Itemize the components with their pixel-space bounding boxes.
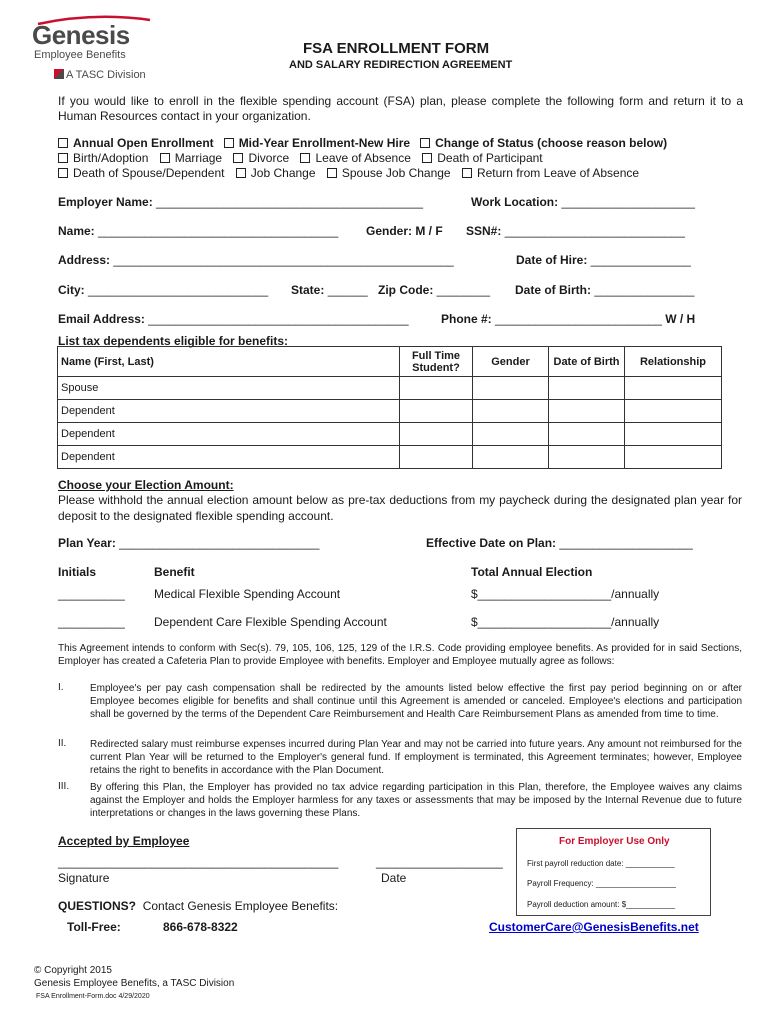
logo-division: A TASC Division <box>54 69 146 81</box>
logo-brand: Genesis <box>32 20 130 50</box>
checkbox-leave[interactable]: Leave of Absence <box>300 151 410 165</box>
col-name: Name (First, Last) <box>58 347 400 377</box>
signature-label: Signature <box>58 871 110 885</box>
initials-dependent-care[interactable]: __________ <box>58 615 125 629</box>
questions-line: QUESTIONS? Contact Genesis Employee Benefits: <box>58 899 339 913</box>
city-field[interactable]: City: ___________________________ <box>58 283 269 297</box>
checkbox-change-status[interactable]: Change of Status (choose reason below) <box>420 136 667 150</box>
state-field[interactable]: State: ______ <box>291 283 368 297</box>
checkbox-birth[interactable]: Birth/Adoption <box>58 151 148 165</box>
col-benefit: Benefit <box>154 565 195 579</box>
address-field[interactable]: Address: ___________________________________________________ <box>58 253 454 267</box>
checkbox-job-change[interactable]: Job Change <box>236 166 316 180</box>
agreement-item-3: By offering this Plan, the Employer has provided no tax advice regarding participation in this Plan, therefore, the Employee waives any claims against the Employer and holds the Employer harmless for any taxes or assessments that may be imposed by the Internal Revenue due to future interpretations or changes in the laws governing these Plans. <box>90 782 742 819</box>
agreement-num-1: I. <box>58 682 64 693</box>
election-heading: Choose your Election Amount: <box>58 478 234 492</box>
row-label: Spouse <box>58 377 400 400</box>
agreement-item-1: Employee's per pay cash compensation shall be redirected by the amounts listed below effective the first pay period beginning on or after Employee becomes eligible for benefits and shall continue until this Agreement is amended or canceled. Employee's elections and participation shall be governed by the terms of the Dependent Care Reimbursement and Health Care Reimbursement Plans as amended from time to time. <box>90 683 742 720</box>
amount-dependent-care[interactable]: $____________________/annually <box>471 615 660 629</box>
document-id: FSA Enrollment-Form.doc 4/29/2020 <box>36 993 150 1000</box>
row-label: Dependent <box>58 446 400 469</box>
benefit-dependent-care: Dependent Care Flexible Spending Account <box>154 615 387 629</box>
gender-field[interactable]: Gender: M / F <box>366 224 443 238</box>
tollfree-label: Toll-Free: <box>67 920 121 934</box>
intro-text: If you would like to enroll in the flexible spending account (FSA) plan, please complete the following form and return it to a Human Resources contact in your organization. <box>58 94 743 123</box>
support-email-link[interactable]: CustomerCare@GenesisBenefits.net <box>489 920 699 934</box>
agreement-intro: This Agreement intends to conform with Sec(s). 79, 105, 106, 125, 129 of the I.R.S. Code providing employee benefits. As provided for in said Sections, Employer has created a Cafeteria Plan to provide Employee with benefits. Employer and Employee mutually agree as follows: <box>58 643 742 667</box>
form-subtitle: AND SALARY REDIRECTION AGREEMENT <box>289 59 513 71</box>
dependents-header-row <box>58 347 722 377</box>
hire-date-field[interactable]: Date of Hire: _______________ <box>516 253 691 267</box>
signature-line[interactable]: __________________________________________ <box>58 855 339 869</box>
benefit-medical: Medical Flexible Spending Account <box>154 587 341 601</box>
effective-date-field[interactable]: Effective Date on Plan: ____________________ <box>426 536 693 550</box>
employer-use-box <box>516 828 711 916</box>
dependents-table <box>57 346 722 469</box>
agreement-num-2: II. <box>58 738 67 749</box>
enrollment-type-row <box>58 136 667 150</box>
payroll-frequency-field[interactable]: Payroll Frequency: __________________ <box>527 879 677 888</box>
email-field[interactable]: Email Address: _______________________________________ <box>58 312 409 326</box>
table-row[interactable] <box>58 423 722 446</box>
row-label: Dependent <box>58 400 400 423</box>
col-dob: Date of Birth <box>549 347 625 377</box>
work-location-field[interactable]: Work Location: ____________________ <box>471 195 695 209</box>
accepted-heading: Accepted by Employee <box>58 834 190 848</box>
first-payroll-field[interactable]: First payroll reduction date: ___________ <box>527 859 675 868</box>
tasc-icon <box>54 69 64 79</box>
col-initials: Initials <box>58 565 97 579</box>
phone-field[interactable]: Phone #: _________________________ W / H <box>441 312 696 326</box>
checkbox-spouse-job-change[interactable]: Spouse Job Change <box>327 166 451 180</box>
zip-field[interactable]: Zip Code: ________ <box>378 283 491 297</box>
date-line[interactable]: ___________________ <box>376 855 503 869</box>
plan-year-field[interactable]: Plan Year: ______________________________ <box>58 536 320 550</box>
copyright: © Copyright 2015 <box>34 965 112 976</box>
row-label: Dependent <box>58 423 400 446</box>
checkbox-death-spouse[interactable]: Death of Spouse/Dependent <box>58 166 224 180</box>
dob-field[interactable]: Date of Birth: _______________ <box>515 283 695 297</box>
checkbox-marriage[interactable]: Marriage <box>160 151 222 165</box>
agreement-item-2: Redirected salary must reimburse expenses incurred during Plan Year and may not be carried into future years. Any amount not reimbursed for the current Plan Year will be returned to the Employer's general fund. If employment is terminated, this Agreement terminates; however, Employee retains the right to benefits in accordance with the Plan Document. <box>90 739 742 776</box>
payroll-deduction-field[interactable]: Payroll deduction amount: $___________ <box>527 900 676 909</box>
amount-medical[interactable]: $____________________/annually <box>471 587 660 601</box>
checkbox-divorce[interactable]: Divorce <box>233 151 289 165</box>
employer-box-title: For Employer Use Only <box>559 836 670 847</box>
reason-row-1 <box>58 151 551 165</box>
agreement-num-3: III. <box>58 781 70 792</box>
checkbox-return-leave[interactable]: Return from Leave of Absence <box>462 166 639 180</box>
table-row[interactable] <box>58 400 722 423</box>
date-label: Date <box>381 871 407 885</box>
dependents-heading: List tax dependents eligible for benefits: <box>58 334 289 348</box>
col-total: Total Annual Election <box>471 565 593 579</box>
table-row[interactable] <box>58 377 722 400</box>
tollfree-number[interactable]: 866-678-8322 <box>163 920 238 934</box>
form-title: FSA ENROLLMENT FORM <box>303 40 490 57</box>
col-student: Full Time Student? <box>400 347 473 377</box>
initials-medical[interactable]: __________ <box>58 587 125 601</box>
logo-sub: Employee Benefits <box>34 49 126 61</box>
company-name: Genesis Employee Benefits, a TASC Division <box>34 978 235 989</box>
reason-row-2 <box>58 166 647 180</box>
name-field[interactable]: Name: ____________________________________ <box>58 224 339 238</box>
col-relationship: Relationship <box>625 347 722 377</box>
election-text: Please withhold the annual election amount below as pre-tax deductions from my paycheck during the designated plan year for deposit to the designated flexible spending account. <box>58 493 742 523</box>
checkbox-annual[interactable]: Annual Open Enrollment <box>58 136 214 150</box>
table-row[interactable] <box>58 446 722 469</box>
checkbox-death-participant[interactable]: Death of Participant <box>422 151 542 165</box>
checkbox-midyear[interactable]: Mid-Year Enrollment-New Hire <box>224 136 410 150</box>
ssn-field[interactable]: SSN#: ___________________________ <box>466 224 685 238</box>
employer-name-field[interactable]: Employer Name: ________________________________________ <box>58 195 423 209</box>
col-gender: Gender <box>473 347 549 377</box>
